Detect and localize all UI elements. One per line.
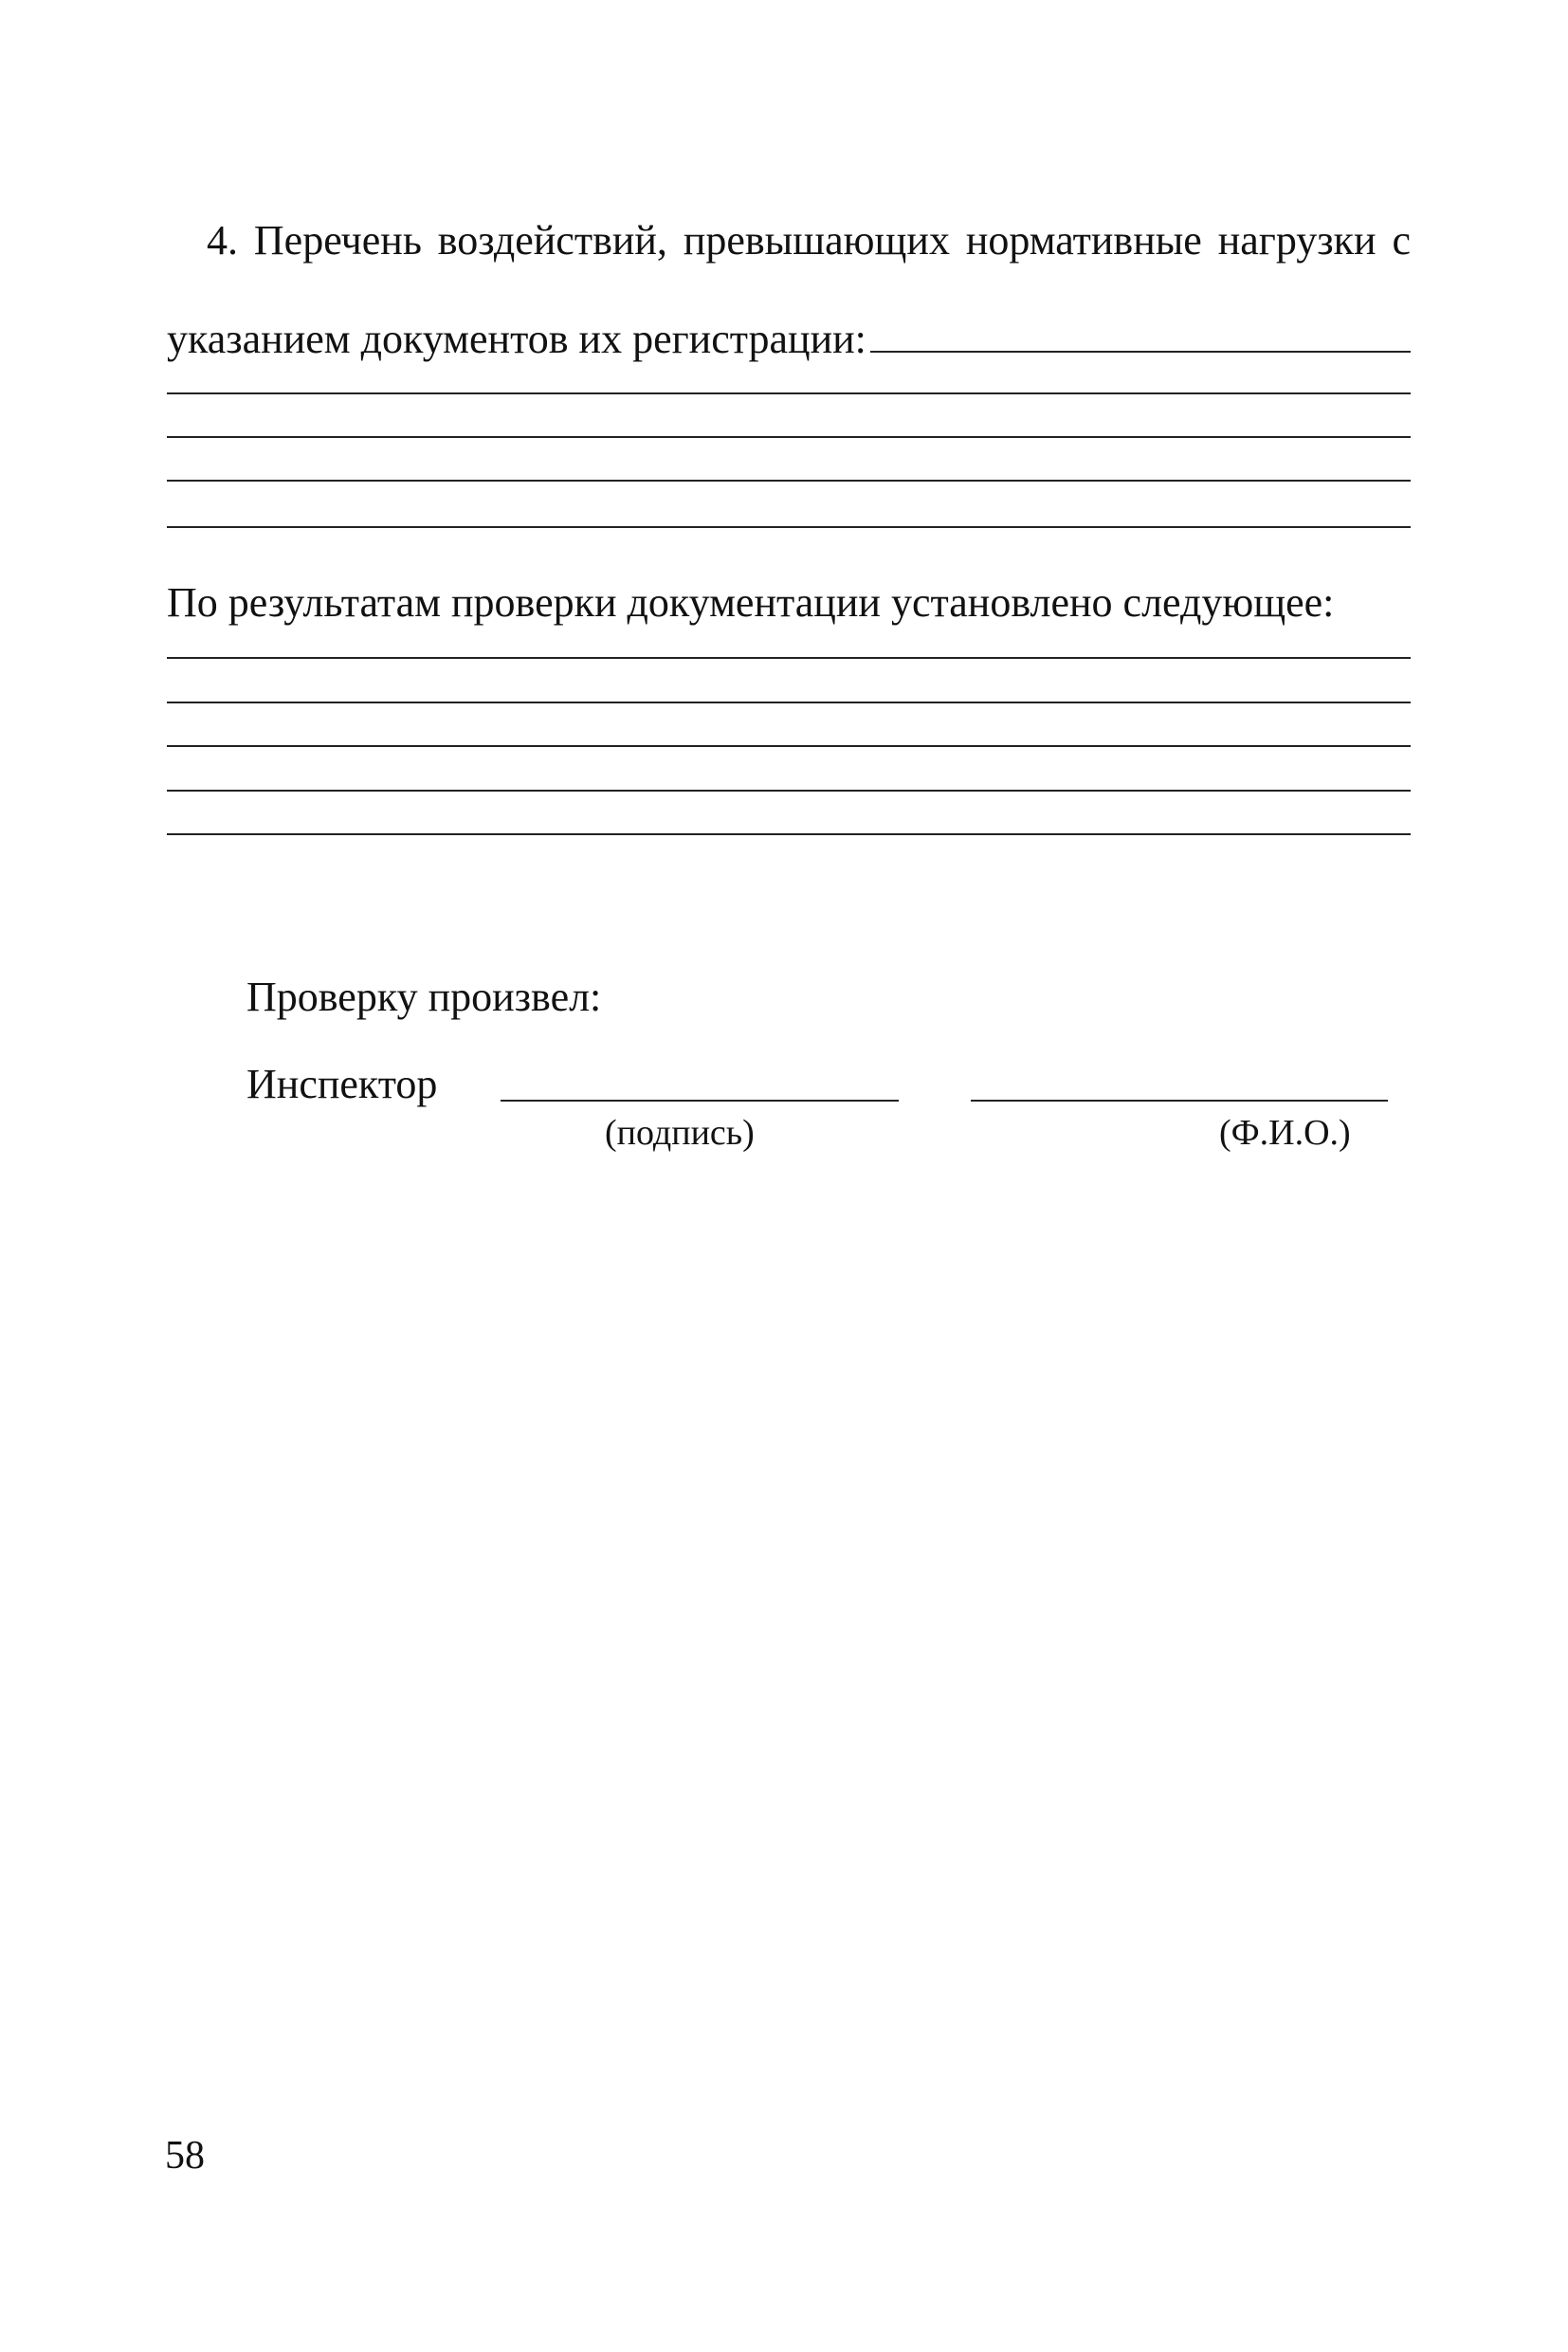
signature-caption: (подпись) <box>605 1113 755 1153</box>
page-number: 58 <box>165 2134 205 2178</box>
results-blank-3[interactable] <box>167 745 1411 747</box>
signature-field[interactable] <box>501 1100 899 1102</box>
results-blank-4[interactable] <box>167 790 1411 792</box>
name-caption: (Ф.И.О.) <box>1219 1113 1351 1153</box>
results-blank-1[interactable] <box>167 657 1411 659</box>
item4-line1: 4. Перечень воздействий, превышающих нормативные нагрузки с <box>207 217 1411 264</box>
item4-blank-3[interactable] <box>167 480 1411 482</box>
name-field[interactable] <box>971 1100 1388 1102</box>
item4-blank-inline[interactable] <box>870 351 1411 353</box>
item4-blank-1[interactable] <box>167 392 1411 394</box>
inspector-label: Инспектор <box>246 1061 438 1107</box>
results-blank-5[interactable] <box>167 833 1411 835</box>
item4-blank-4[interactable] <box>167 526 1411 528</box>
item4-line2: указанием документов их регистрации: <box>167 316 866 362</box>
item4-blank-2[interactable] <box>167 436 1411 438</box>
results-heading: По результатам проверки документации установлено следующее: <box>167 579 1335 626</box>
results-blank-2[interactable] <box>167 702 1411 703</box>
checked-by-label: Проверку произвел: <box>246 974 602 1020</box>
